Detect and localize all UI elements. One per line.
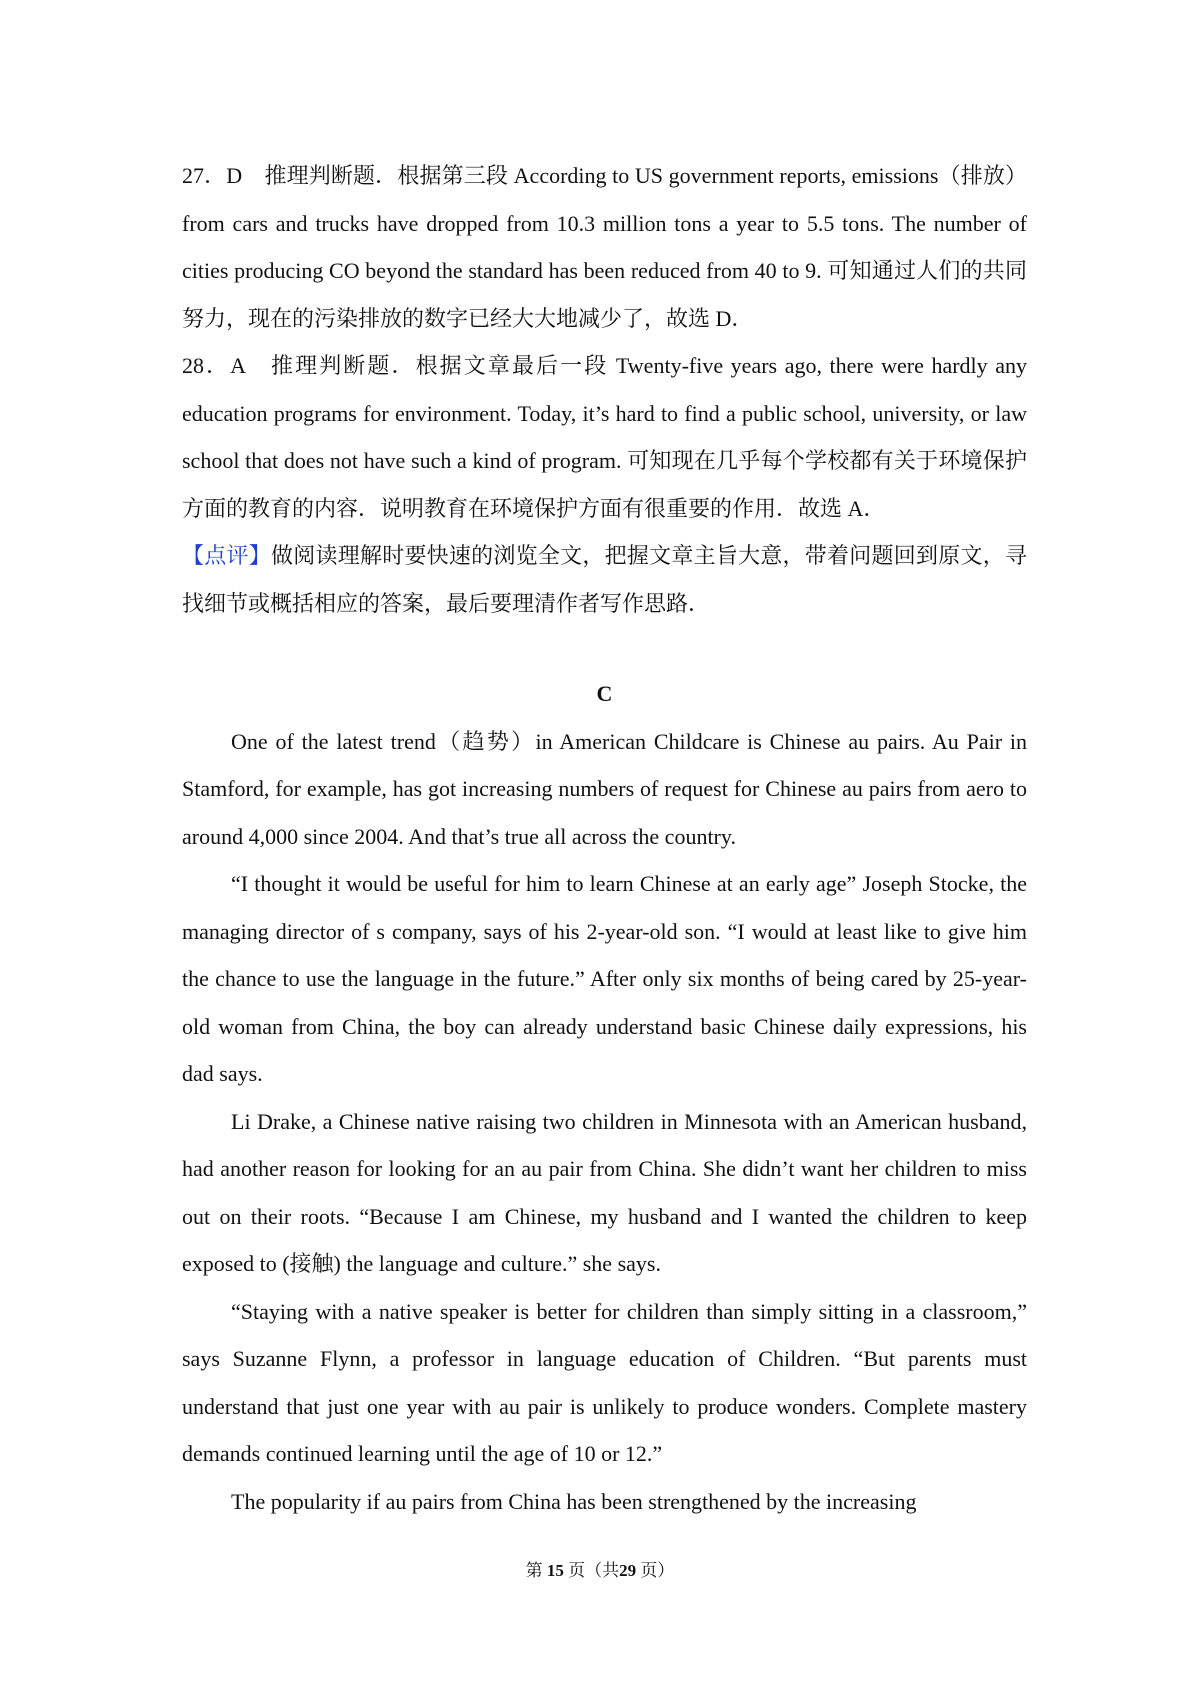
passage-paragraph-1: One of the latest trend（趋势）in American Childcare is Chinese au pairs. Au Pair in Stamford, for example, has got increasing numbers of request for Chinese au pairs from aero to around 4,000 since 2004. And that’s true all across the country. xyxy=(182,728,1027,849)
answer-28: 28．A 推理判断题．根据文章最后一段 Twenty-five years ago, there were hardly any education programs for environment. Today, it’s hard to find a public school, university, or law school that does not have such a kind of program. 可知现在几乎每个学校都有关于环境保护方面的教育的内容．说明教育在环境保护方面有很重要的作用．故选 A． xyxy=(182,353,1027,521)
passage-paragraph-5: The popularity if au pairs from China has been strengthened by the increasing xyxy=(231,1488,917,1514)
comment-text: 做阅读理解时要快速的浏览全文，把握文章主旨大意，带着问题回到原文，寻找细节或概括相应的答案，最后要理清作者写作思路． xyxy=(182,543,1027,616)
footer-prefix: 第 xyxy=(525,1561,543,1580)
page-content xyxy=(182,152,1027,1525)
footer-middle: 页（共 xyxy=(568,1561,620,1580)
comment-paragraph xyxy=(182,532,1027,627)
passage-paragraph-4: “Staying with a native speaker is better for children than simply sitting in a classroom,” says Suzanne Flynn, a professor in language education of Children. “But parents must understand that just one year with au pair is unlikely to produce wonders. Complete mastery demands continued learning until the age of 10 or 12.” xyxy=(182,1298,1027,1466)
comment-tag: 【点评】 xyxy=(182,543,271,568)
footer-total-pages: 29 xyxy=(619,1561,637,1580)
footer-page-number: 15 xyxy=(546,1561,564,1580)
page-footer xyxy=(0,1560,1200,1582)
footer-suffix: 页） xyxy=(640,1561,675,1580)
section-title: C xyxy=(596,681,613,706)
answer-27: 27．D 推理判断题．根据第三段 According to US government reports, emissions（排放）from cars and trucks have dropped from 10.3 million tons a year to 5.5 tons. The number of cities producing CO beyond the standard has been reduced from 40 to 9. 可知通过人们的共同努力，现在的污染排放的数字已经大大地减少了，故选 D． xyxy=(182,163,1027,331)
passage-paragraph-2: “I thought it would be useful for him to learn Chinese at an early age” Joseph Stocke, the managing director of s company, says of his 2-year-old son. “I would at least like to give him the chance to use the language in the future.” After only six months of being cared by 25-year-old woman from China, the boy can already understand basic Chinese daily expressions, his dad says. xyxy=(182,871,1027,1086)
passage-paragraph-3: Li Drake, a Chinese native raising two children in Minnesota with an American husband, had another reason for looking for an au pair from China. She didn’t want her children to miss out on their roots. “Because I am Chinese, my husband and I wanted the children to keep exposed to (接触) the language and culture.” she says. xyxy=(182,1108,1027,1276)
